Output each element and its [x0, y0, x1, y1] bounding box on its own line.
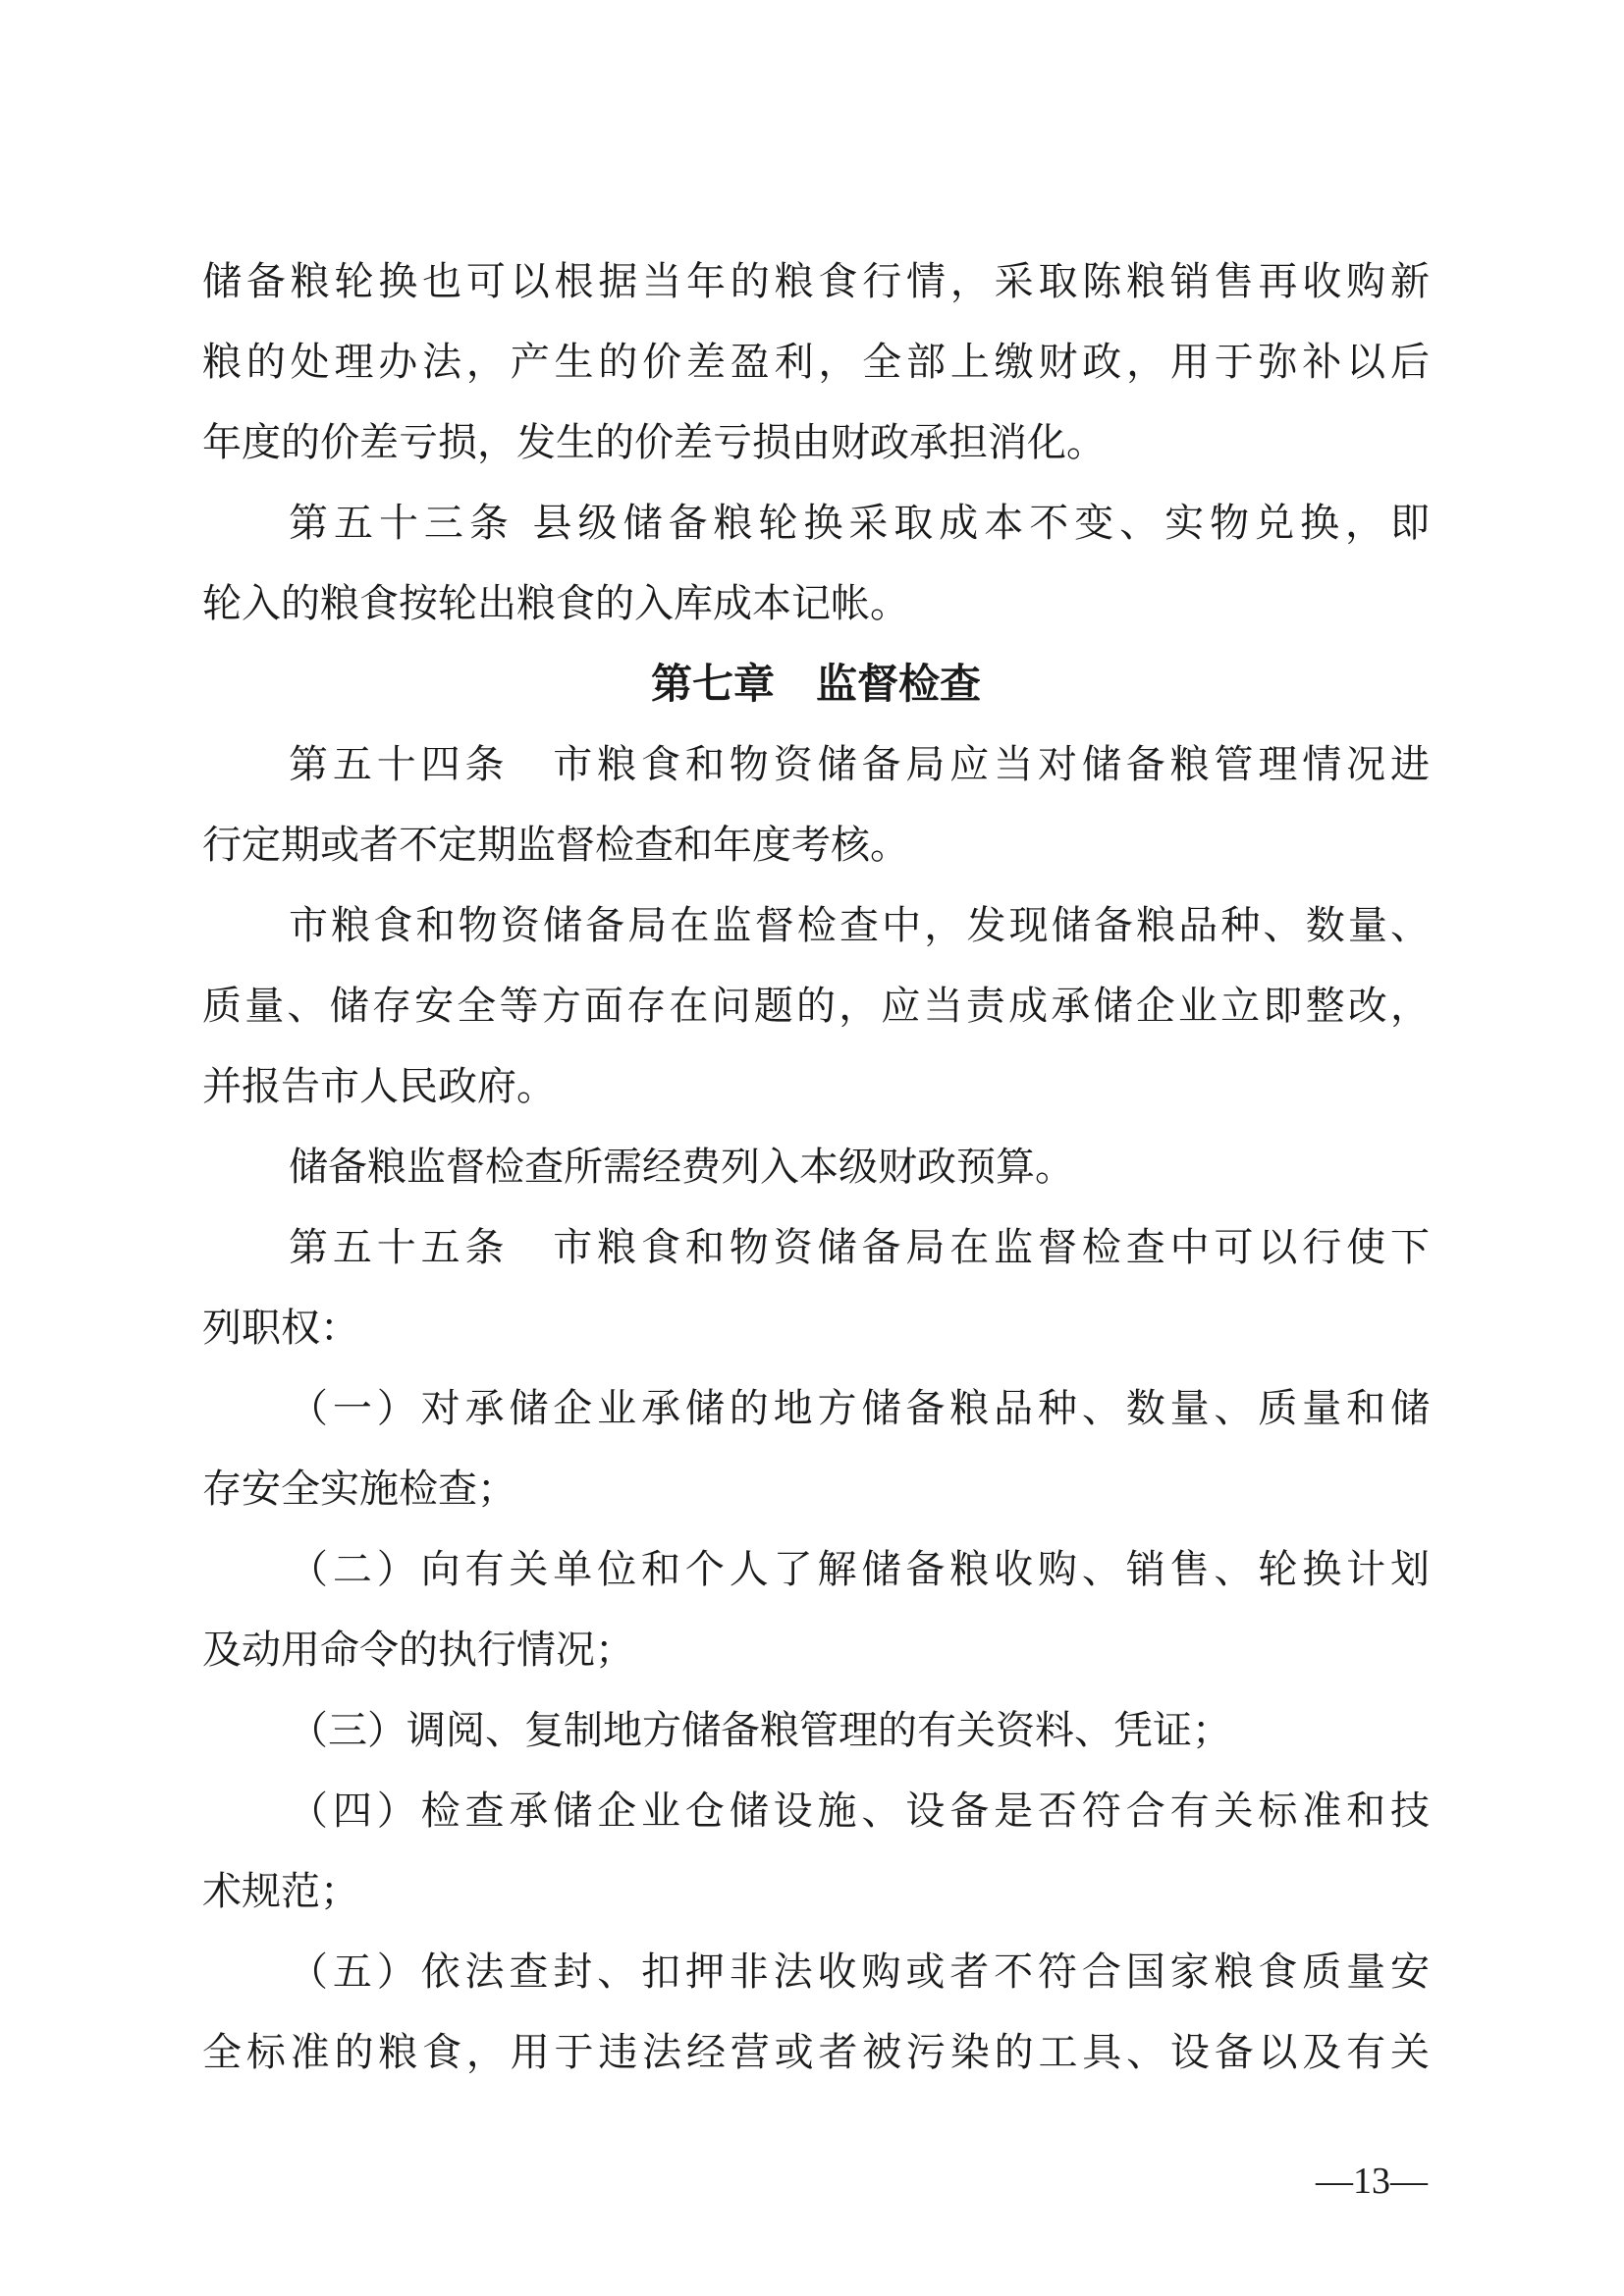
list-item-3: （三）调阅、复制地方储备粮管理的有关资料、凭证； [289, 1708, 1231, 1753]
list-item-2: （二）向有关单位和个人了解储备粮收购、销售、轮换计划 [289, 1547, 1430, 1592]
text-line: 年度的价差亏损，发生的价差亏损由财政承担消化。 [202, 420, 1106, 465]
text-line: 并报告市人民政府。 [202, 1064, 556, 1109]
article-54-line: 第五十四条 市粮食和物资储备局应当对储备粮管理情况进 [289, 742, 1430, 787]
article-53-line: 第五十三条 县级储备粮轮换采取成本不变、实物兑换，即 [289, 501, 1430, 546]
paragraph-line: 储备粮监督检查所需经费列入本级财政预算。 [289, 1145, 1074, 1190]
paragraph-line: 市粮食和物资储备局在监督检查中，发现储备粮品种、数量、 [289, 903, 1430, 948]
article-55-line: 第五十五条 市粮食和物资储备局在监督检查中可以行使下 [289, 1225, 1430, 1270]
text-line: 粮的处理办法，产生的价差盈利，全部上缴财政，用于弥补以后 [202, 340, 1430, 385]
text-line: 及动用命令的执行情况； [202, 1628, 634, 1673]
text-line: 全标准的粮食，用于违法经营或者被污染的工具、设备以及有关 [202, 2030, 1430, 2075]
body-text [202, 241, 1430, 2093]
text-line: 列职权： [202, 1306, 359, 1351]
text-line: 存安全实施检查； [202, 1467, 516, 1512]
page-number: —13— [1316, 2161, 1428, 2202]
chapter-heading: 第七章 监督检查 [650, 660, 981, 708]
list-item-5: （五）依法查封、扣押非法收购或者不符合国家粮食质量安 [289, 1949, 1430, 1995]
list-item-1: （一）对承储企业承储的地方储备粮品种、数量、质量和储 [289, 1386, 1430, 1431]
text-line: 轮入的粮食按轮出粮食的入库成本记帐。 [202, 581, 909, 626]
text-line: 行定期或者不定期监督检查和年度考核。 [202, 823, 909, 868]
text-line: 储备粮轮换也可以根据当年的粮食行情，采取陈粮销售再收购新 [202, 259, 1430, 304]
text-line: 术规范； [202, 1869, 359, 1914]
text-line: 质量、储存安全等方面存在问题的，应当责成承储企业立即整改， [202, 984, 1430, 1029]
list-item-4: （四）检查承储企业仓储设施、设备是否符合有关标准和技 [289, 1789, 1430, 1834]
